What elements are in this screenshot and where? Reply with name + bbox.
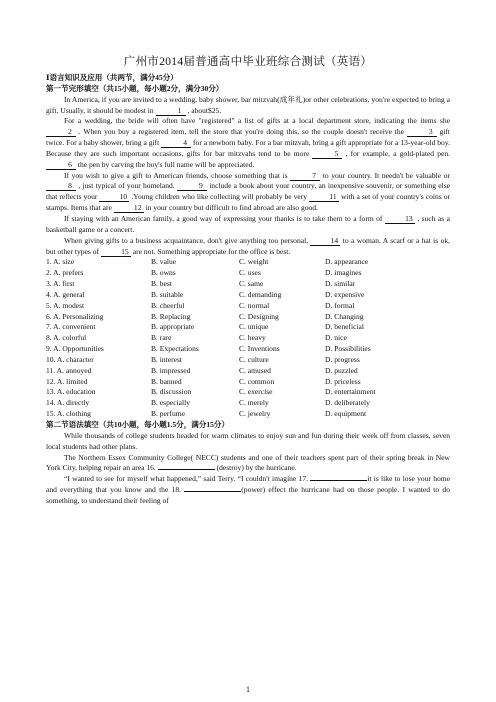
option-row — [46, 257, 450, 268]
option-row — [46, 301, 450, 312]
blank-7[interactable]: 7 — [290, 171, 320, 181]
option-row — [46, 355, 450, 366]
option-row — [46, 409, 450, 420]
option-row — [46, 312, 450, 323]
blank-17[interactable] — [310, 480, 367, 481]
option-d[interactable]: D. imagines — [325, 268, 362, 278]
blank-8[interactable]: 8 — [46, 181, 76, 191]
options-table — [46, 257, 450, 420]
option-b[interactable]: B. best — [151, 279, 172, 289]
exam-content — [46, 73, 450, 507]
option-c[interactable]: C. demanding — [239, 289, 282, 299]
option-c[interactable]: C. Designing — [239, 311, 279, 321]
option-c[interactable]: C. normal — [239, 300, 270, 310]
blank-15[interactable]: 15 — [101, 247, 131, 257]
option-b[interactable]: B. suitable — [151, 289, 184, 299]
option-c[interactable]: C. merely — [239, 398, 269, 408]
option-row — [46, 366, 450, 377]
option-row — [46, 377, 450, 388]
option-a[interactable]: 7. A. convenient — [46, 322, 96, 332]
option-row — [46, 290, 450, 301]
option-b[interactable]: B. cheerful — [151, 300, 185, 310]
option-row — [46, 387, 450, 398]
option-a[interactable]: 11. A. annoyed — [46, 365, 92, 375]
blank-1[interactable]: 1 — [156, 106, 186, 116]
blank-3[interactable]: 3 — [407, 127, 437, 137]
option-row — [46, 333, 450, 344]
blank-5[interactable]: 5 — [312, 149, 342, 159]
option-a[interactable]: 9. A. Opportunities — [46, 344, 104, 354]
option-a[interactable]: 5. A. modest — [46, 300, 85, 310]
option-a[interactable]: 12. A. limited — [46, 376, 88, 386]
option-b[interactable]: B. Replacing — [151, 311, 191, 321]
option-d[interactable]: D. progress — [325, 354, 360, 364]
option-d[interactable]: D. equipment — [325, 409, 367, 419]
option-b[interactable]: B. banned — [151, 376, 182, 386]
option-row — [46, 344, 450, 355]
option-b[interactable]: B. rare — [151, 333, 172, 343]
grammar-paragraph-3: “I wanted to see for myself what happened,” said Terry. “I couldn't imagine 17. it is like to lose your home and everything that you know and the 18. (power) effect the hurricane had on those people. I wanted to do something, to understand their feeling of — [46, 474, 450, 505]
option-row — [46, 322, 450, 333]
option-a[interactable]: 3. A. first — [46, 279, 75, 289]
option-c[interactable]: C. amused — [239, 365, 271, 375]
option-d[interactable]: D. priceless — [325, 376, 361, 386]
option-d[interactable]: D. similar — [325, 279, 356, 289]
option-row — [46, 279, 450, 290]
blank-6[interactable]: 6 — [46, 160, 76, 170]
option-c[interactable]: C. Inventions — [239, 344, 280, 354]
cloze-paragraph-4: If staying with an American family, a good way of expressing your thanks is to take them to a form of 13 , such as a basketball game or a concert. — [46, 213, 451, 234]
blank-10[interactable]: 10 — [99, 192, 129, 202]
cloze-paragraph-1: In America, if you are invited to a wedding, baby shower, bar mitzvah(成年礼)or other celebrations, you're expected to bring a gift. Usually, it should be modest in 1 , about$25. — [46, 94, 450, 115]
option-d[interactable]: D. entertainment — [325, 387, 376, 397]
option-d[interactable]: D. Changing — [325, 311, 364, 321]
blank-4[interactable]: 4 — [161, 138, 191, 148]
page-title: 广州市2014届普通高中毕业班综合测试（英语） — [123, 56, 373, 68]
option-a[interactable]: 6. A. Personalizing — [46, 311, 104, 321]
option-d[interactable]: D. formal — [325, 300, 355, 310]
option-a[interactable]: 14. A. directly — [46, 398, 90, 408]
option-b[interactable]: B. appropriate — [151, 322, 195, 332]
option-a[interactable]: 15. A. clothing — [46, 409, 91, 419]
blank-2[interactable]: 2 — [46, 127, 76, 137]
grammar-paragraph-1: While thousands of college students headed for warm climates to enjoy sun and fun during their week off from classes, seven local students had other plans. — [46, 430, 450, 451]
option-b[interactable]: B. especially — [151, 398, 190, 408]
option-d[interactable]: D. puzzled — [325, 365, 358, 375]
option-b[interactable]: B. discussion — [151, 387, 192, 397]
option-d[interactable]: D. expensive — [325, 289, 365, 299]
blank-13[interactable]: 13 — [385, 214, 415, 224]
blank-18[interactable] — [184, 491, 241, 492]
page-number: 1 — [246, 685, 250, 694]
option-c[interactable]: C. uses — [239, 268, 261, 278]
option-c[interactable]: C. jewelry — [239, 409, 271, 419]
section2-heading: 第二节语法填空（共10小题，每小题1.5分，满分15分） — [46, 420, 230, 429]
option-row — [46, 398, 450, 409]
option-b[interactable]: B. value — [151, 257, 177, 267]
option-a[interactable]: 10. A. character — [46, 354, 94, 364]
blank-9[interactable]: 9 — [177, 181, 207, 191]
grammar-paragraph-2: The Northern Essex Community College( NECC) students and one of their teachers spent part of their spring break in New York City, helping repair an area 16. (destroy) by the hurricane. — [46, 452, 450, 473]
option-d[interactable]: D. beneficial — [325, 322, 364, 332]
option-d[interactable]: D. nice — [325, 333, 347, 343]
option-c[interactable]: C. culture — [239, 354, 269, 364]
option-d[interactable]: D. appearance — [325, 257, 369, 267]
blank-12[interactable]: 12 — [114, 203, 144, 213]
blank-11[interactable]: 11 — [309, 192, 339, 202]
option-b[interactable]: B. interest — [151, 354, 183, 364]
blank-16[interactable] — [158, 469, 215, 470]
option-a[interactable]: 8. A. colorful — [46, 333, 87, 343]
option-b[interactable]: B. impressed — [151, 365, 191, 375]
part-heading: Ⅰ语言知识及应用（共两节，满分45分） — [46, 73, 178, 82]
blank-14[interactable]: 14 — [310, 236, 340, 246]
cloze-paragraph-5: When giving gifts to a business acquaintance, don't give anything too personal, 14 to a woman. A scarf or a hat is ok, but other types of 15 are not. Something appropriate for the office is best. — [46, 235, 450, 256]
cloze-paragraph-3: If you wish to give a gift to American friends, choose something that is 7 to your country. It needn't be valuable or 8 , just typical of your homeland. 9 include a book about your country, an inexpensive souvenir, or something else that reflects your 10 .Young children who like collecting will probably be very 11 with a set of your country's coins or stamps. Items that are 12 in your country but difficult to find abroad are also good. — [46, 170, 450, 213]
option-c[interactable]: C. unique — [239, 322, 269, 332]
section1-heading: 第一节完形填空（共15小题，每小题2分，满分30分） — [46, 83, 224, 93]
option-b[interactable]: B. Expectations — [151, 344, 199, 354]
option-a[interactable]: 1. A. size — [46, 257, 75, 267]
option-a[interactable]: 4. A. general — [46, 289, 85, 299]
option-c[interactable]: C. heavy — [239, 333, 266, 343]
option-row — [46, 268, 450, 279]
option-d[interactable]: D. Possibilities — [325, 344, 371, 354]
option-b[interactable]: B. perfume — [151, 409, 185, 419]
option-a[interactable]: 2. A. prefers — [46, 268, 84, 278]
option-c[interactable]: C. exercise — [239, 387, 273, 397]
option-a[interactable]: 13. A. education — [46, 387, 96, 397]
option-c[interactable]: C. weight — [239, 257, 269, 267]
cloze-paragraph-2: For a wedding, the bride will often have "registered" a list of gifts at a local department store, indicating the items she 2 . When you buy a registered item, tell the store that you're doing this, so the couple doesn't receive the 3 gift twice. For a baby shower, bring a gift 4 for a newborn baby. For a bar mitzvah, bring a gift appropriate for a 13-year-old boy. Because they are such important occasions, gifts for bar mitzvahs tend to be more 5 , for example, a gold-plated pen. 6 the pen by carving the boy's full name will be appreciated. — [46, 116, 450, 169]
option-c[interactable]: C. common — [239, 376, 275, 386]
option-c[interactable]: C. same — [239, 279, 264, 289]
option-b[interactable]: B. owns — [151, 268, 176, 278]
option-d[interactable]: D. deliberately — [325, 398, 370, 408]
